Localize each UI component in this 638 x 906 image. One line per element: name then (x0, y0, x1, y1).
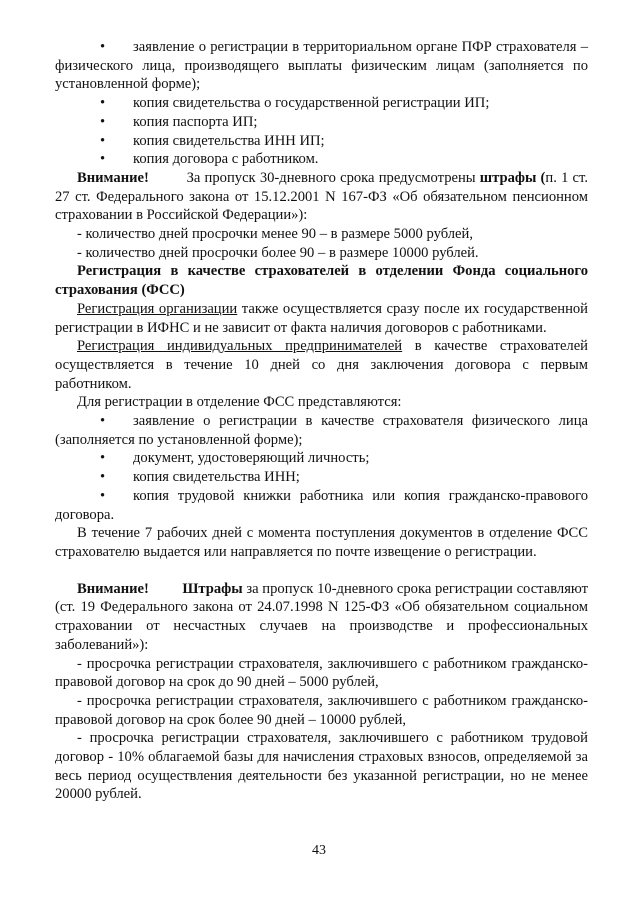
list-item: • копия трудовой книжки работника или копия гражданско-правового договора. (55, 487, 588, 523)
list-item: • копия паспорта ИП; (55, 113, 588, 132)
spacer (55, 562, 588, 580)
list-item: • копия свидетельства ИНН ИП; (55, 132, 588, 151)
section-heading-fss: Регистрация в качестве страхователей в отделении Фонда социального страхования (ФСС) (55, 263, 588, 299)
attention-paragraph-fss: Внимание! Штрафы за пропуск 10-дневного срока регистрации составляют (ст. 19 Федерального закона от 24.07.1998 N 125-ФЗ «Об обязательном социальном страховании от несчастных случаев на производстве и профессиональных заболеваний»): (55, 580, 588, 653)
attention-paragraph-pfr: Внимание! За пропуск 30-дневного срока предусмотрены штрафы (п. 1 ст. 27 ст. Федерального закона от 15.12.2001 N 167-ФЗ «Об обязательном пенсионном страховании в Российской Федерации»): (55, 169, 588, 224)
list-item: • копия свидетельства о государственной регистрации ИП; (55, 94, 588, 113)
penalty-line: - просрочка регистрации страхователя, заключившего с работником гражданско-правовой договор на срок до 90 дней – 5000 рублей, (55, 655, 588, 691)
bullet-icon: • (100, 487, 106, 504)
list-item: • документ, удостоверяющий личность; (55, 449, 588, 468)
list-item: • заявление о регистрации в территориальном органе ПФР страхователя – физического лица, производящего выплаты физическим лицам (заполняется по установленной форме); (55, 39, 588, 93)
penalty-line: - просрочка регистрации страхователя, заключившего с работником трудовой договор - 10% облагаемой базы для начисления страховых взносов, определяемой за весь период осуществления деятельности без указанной регистрации, но не менее 20000 рублей. (55, 730, 588, 803)
page-number: 43 (312, 843, 326, 858)
fss-intro: Для регистрации в отделение ФСС представляются: (77, 394, 402, 411)
org-registration-paragraph: Регистрация организации также осуществляется сразу после их государственной регистрации в ИФНС и не зависит от факта наличия договоров с работниками. (55, 300, 588, 336)
bullet-icon: • (100, 39, 106, 55)
bullet-icon: • (100, 450, 106, 467)
ip-registration-paragraph: Регистрация индивидуальных предпринимателей в качестве страхователей осуществляется в течение 10 дней со дня заключения договора с первым работником. (55, 338, 588, 392)
bullet-icon: • (100, 469, 106, 486)
list-item: • заявление о регистрации в качестве страхователя физического лица (заполняется по установленной форме); (55, 413, 588, 448)
penalty-line: - количество дней просрочки менее 90 – в размере 5000 рублей, (77, 226, 473, 243)
bullet-icon: • (100, 113, 106, 130)
bullet-icon: • (100, 151, 106, 168)
bullet-icon: • (100, 132, 106, 149)
list-item: • копия договора с работником. (55, 150, 588, 169)
penalty-line: - количество дней просрочки более 90 – в размере 10000 рублей. (77, 244, 479, 261)
document-page (55, 38, 588, 804)
bullet-icon: • (100, 95, 106, 112)
bullet-icon: • (100, 413, 106, 430)
term-paragraph: В течение 7 рабочих дней с момента поступления документов в отделение ФСС страхователю выдается или направляется по почте извещение о регистрации. (55, 525, 588, 560)
penalty-line: - просрочка регистрации страхователя, заключившего с работником гражданско-правовой договор на срок более 90 дней – 10000 рублей, (55, 692, 588, 728)
list-item: • копия свидетельства ИНН; (55, 468, 588, 487)
